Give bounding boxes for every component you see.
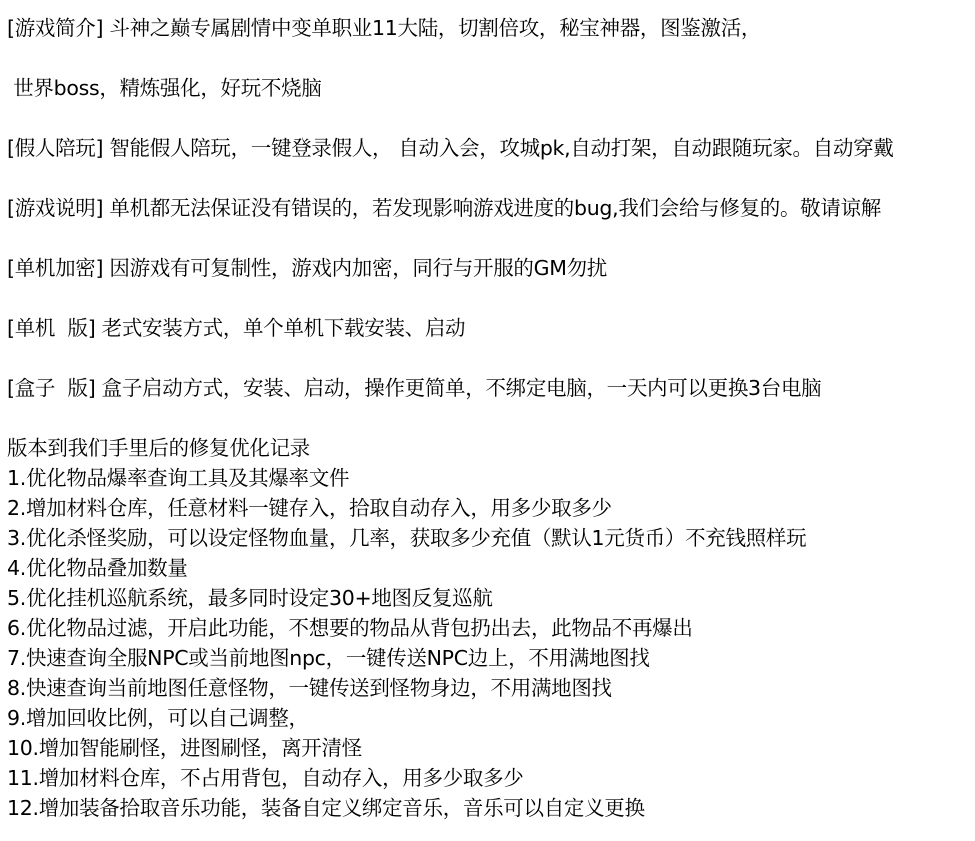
changelog-item: 8.快速查询当前地图任意怪物，一键传送到怪物身边，不用满地图找 [7,676,612,700]
changelog-item: 1.优化物品爆率查询工具及其爆率文件 [7,466,350,490]
changelog-title: 版本到我们手里后的修复优化记录 [7,436,310,460]
changelog-item: 3.优化杀怪奖励，可以设定怪物血量，几率，获取多少充值（默认1元货币）不充钱照样玩 [7,526,807,550]
encryption-line: [单机加密] 因游戏有可复制性，游戏内加密，同行与开服的GM勿扰 [7,256,607,280]
standalone-version-line: [单机 版] 老式安装方式，单个单机下载安装、启动 [7,316,466,340]
changelog-item: 6.优化物品过滤，开启此功能，不想要的物品从背包扔出去，此物品不再爆出 [7,616,693,640]
fake-players-line: [假人陪玩] 智能假人陪玩，一键登录假人， 自动入会，攻城pk,自动打架，自动跟随玩家。自动穿戴 [7,136,894,160]
changelog-item: 9.增加回收比例，可以自己调整， [7,706,309,730]
changelog-item: 7.快速查询全服NPC或当前地图npc，一键传送NPC边上，不用满地图找 [7,646,650,670]
changelog-item: 10.增加智能刷怪，进图刷怪，离开清怪 [7,736,362,760]
changelog-item: 5.优化挂机巡航系统，最多同时设定30+地图反复巡航 [7,586,493,610]
changelog-item: 4.优化物品叠加数量 [7,556,188,580]
changelog-item: 11.增加材料仓库，不占用背包，自动存入，用多少取多少 [7,766,524,790]
game-intro-continuation-line: 世界boss，精炼强化，好玩不烧脑 [7,76,322,100]
game-note-line: [游戏说明] 单机都无法保证没有错误的，若发现影响游戏进度的bug,我们会给与修复的。敬请谅解 [7,196,881,220]
game-intro-line: [游戏简介] 斗神之巅专属剧情中变单职业11大陆，切割倍攻，秘宝神器，图鉴激活， [7,16,762,40]
changelog-item: 12.增加装备拾取音乐功能，装备自定义绑定音乐，音乐可以自定义更换 [7,796,645,820]
changelog-item: 2.增加材料仓库，任意材料一键存入，拾取自动存入，用多少取多少 [7,496,612,520]
box-version-line: [盒子 版] 盒子启动方式，安装、启动，操作更简单，不绑定电脑，一天内可以更换3台电脑 [7,376,822,400]
